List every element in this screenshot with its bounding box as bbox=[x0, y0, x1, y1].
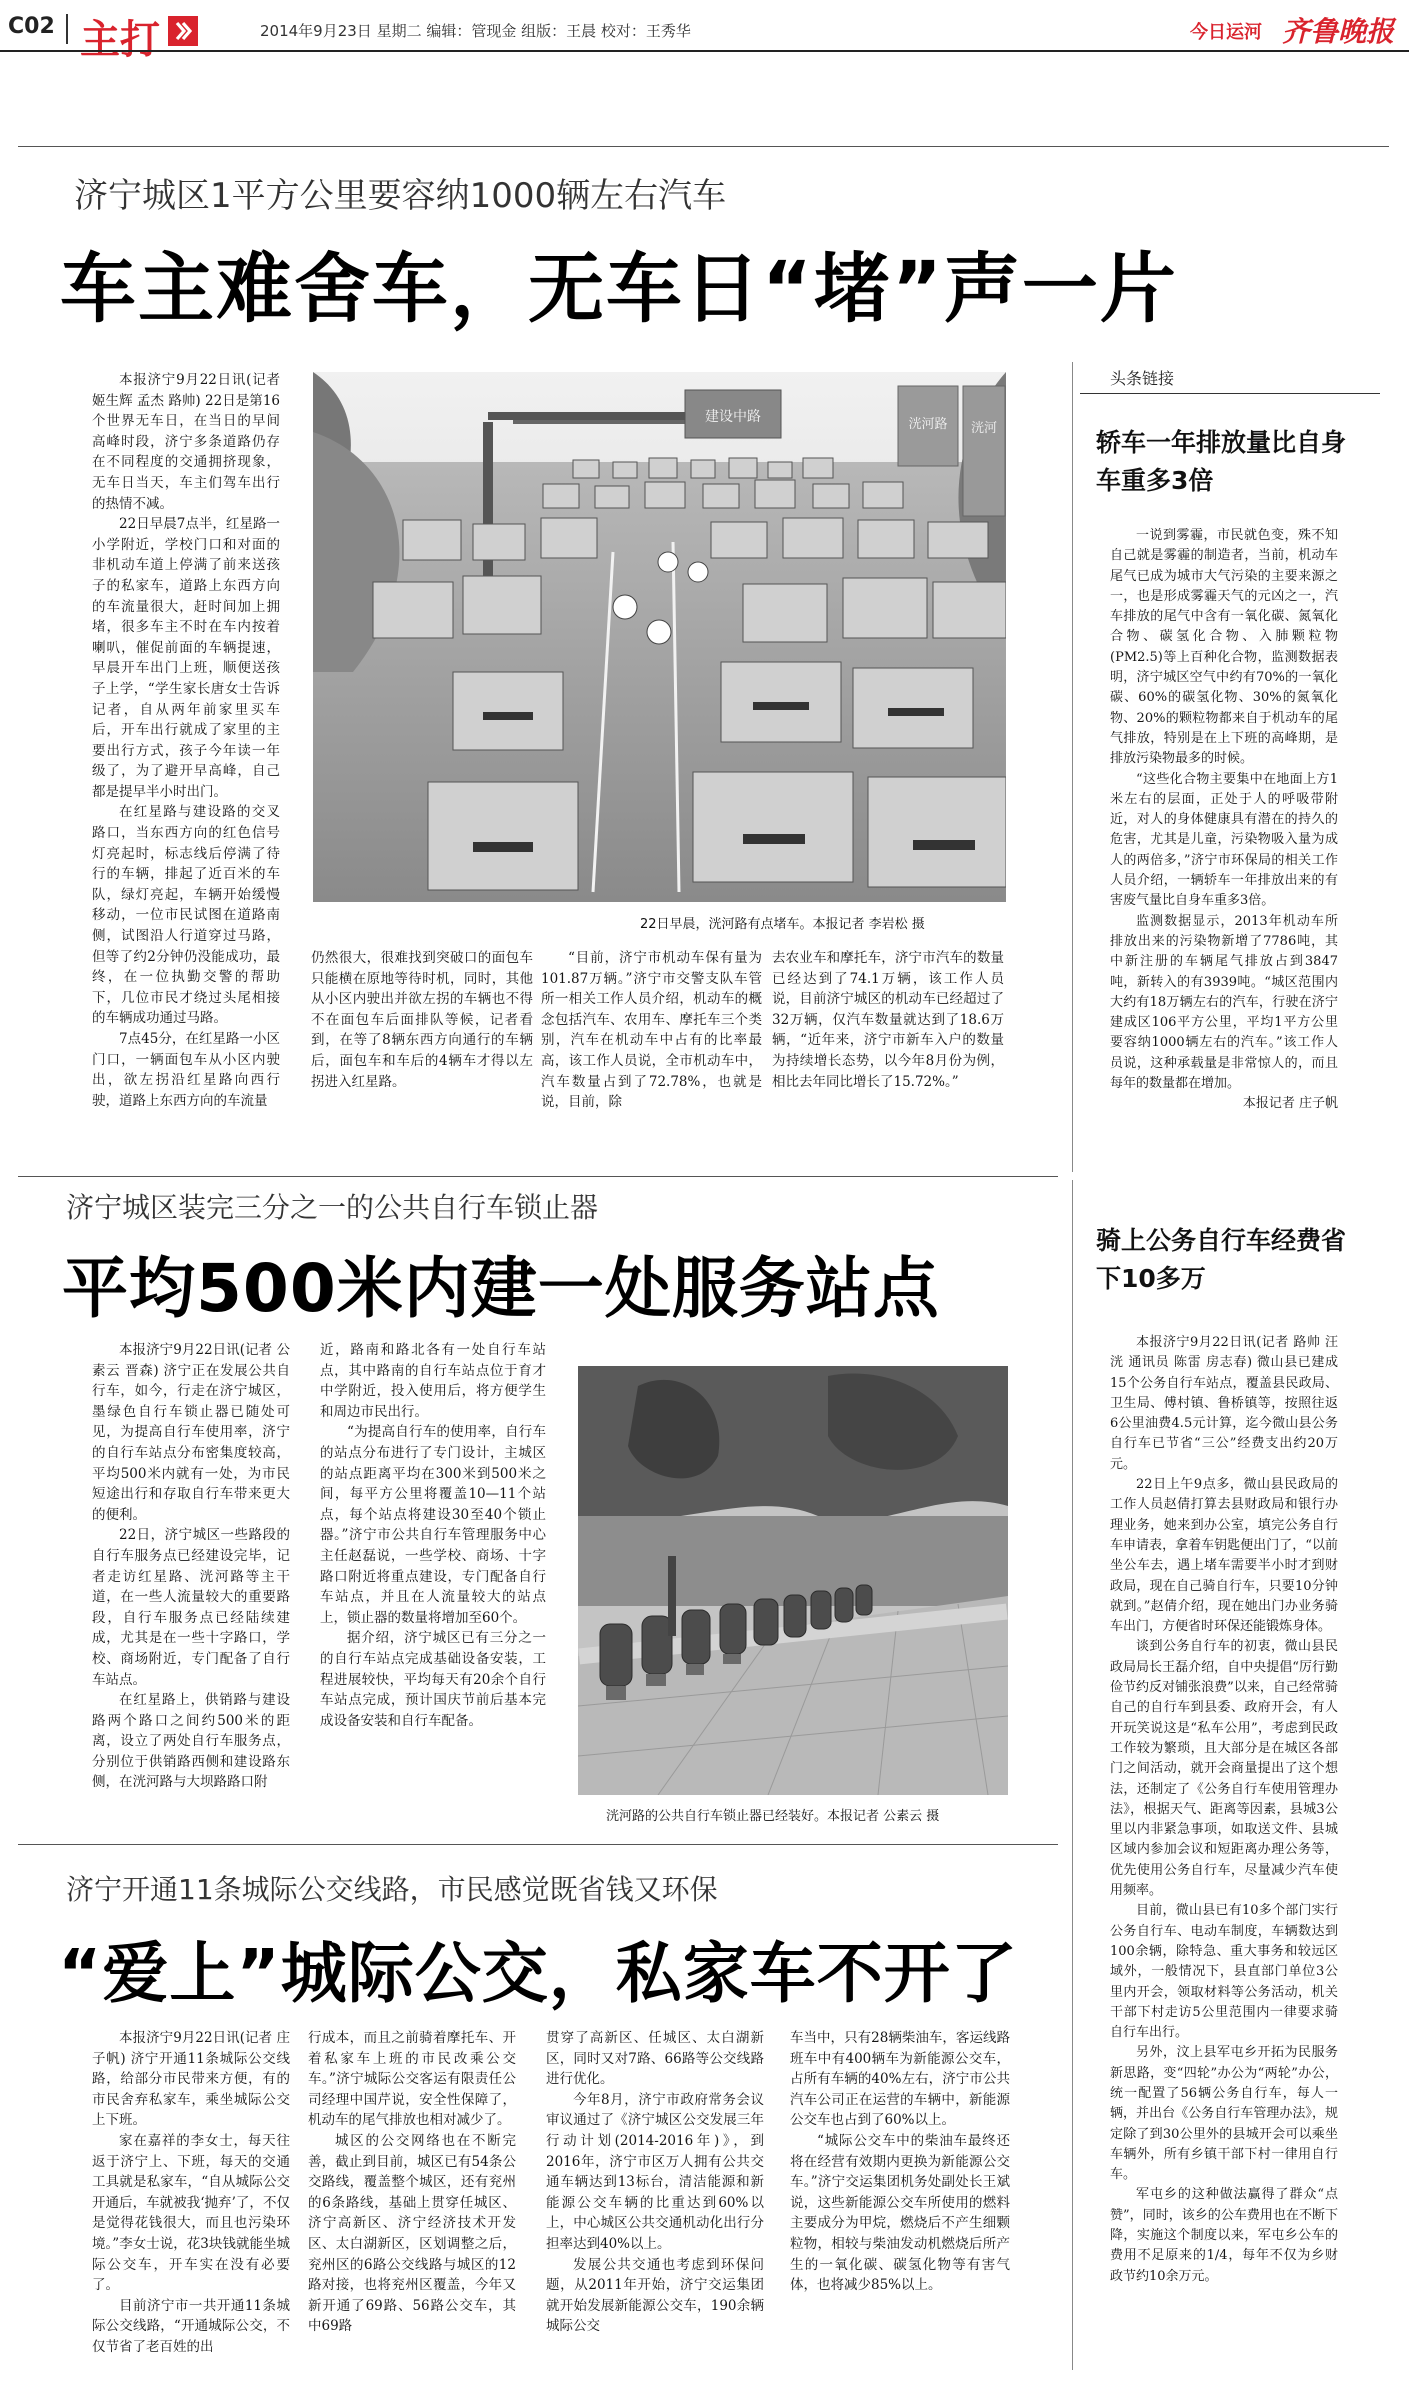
header-meta: 2014年9月23日 星期二 编辑：管现金 组版：王晨 校对：王秀华 bbox=[260, 22, 691, 40]
article2-photo bbox=[578, 1366, 1008, 1795]
sidebar1-title: 轿车一年排放量比自身车重多3倍 bbox=[1096, 428, 1347, 495]
article3-kicker: 济宁开通11条城际公交线路，市民感觉既省钱又环保 bbox=[66, 1873, 718, 1906]
article1-col1: 本报济宁9月22日讯(记者 姬生辉 孟杰 路帅) 22日是第16个世界无车日，在当日的早间高峰时段，济宁多条道路仍存在不同程度的交通拥挤现象，无车日当天，车主们驾车出行的热情不减。 22日早晨7点半，红星路一小学附近，学校门口和对面的非机动车道上停满了前来送孩子的私家车，道路上东西方向的车流量很大，赶时间加上拥堵，很多车主不时在车内按着喇叭，催促前面的车辆提速，早晨开车出门上班，顺便送孩子上学，“学生家长唐女士告诉记者，自从两年前家里买车后，开车出行就成了家里的主要出行方式，孩子今年读一年级了，为了避开早高峰，自己都是提早半小时出门。 在红星路与建设路的交叉路口，当东西方向的红色信号灯亮起时，标志线后停满了待行的车辆，排起了近百米的车队，绿灯亮起，车辆开始缓慢移动，一位市民试图在道路南侧，试图沿人行道穿过马路，但等了约2分钟仍没能成功，最终，在一位执勤交警的帮助下，几位市民才绕过头尾相接的车辆成功通过马路。 7点45分，在红星路一小区门口，一辆面包车从小区内驶出，欲左拐沿红星路向西行驶，道路上东西方向的车流量 bbox=[92, 372, 280, 1109]
article1-caption: 22日早晨，洸河路有点堵车。本报记者 李岩松 摄 bbox=[640, 917, 925, 932]
sidebar-divider bbox=[1072, 362, 1073, 1172]
article3-col4: 车当中，只有28辆柴油车，客运线路班车中有400辆车为新能源公交车，占所有车辆的40%左右，济宁市公共汽车公司正在运营的车辆中，新能源公交车也占到了60%以上。 “城际公交车中的柴油车最终还将在经营有效期内更换为新能源公交车。”济宁交运集团机务处副处长王斌说，这些新能源公交车所使用的燃料主要成分为甲烷，燃烧后不产生细颗粒物，相较与柴油发动机燃烧后所产生的一氧化碳、碳氢化物等有害气体，也将减少85%以上。 bbox=[790, 2030, 1010, 2294]
rule bbox=[18, 146, 1389, 147]
rule bbox=[18, 1844, 1058, 1845]
article3-col2: 行成本，而且之前骑着摩托车、开着私家车上班的市民改乘公交车。”济宁城际公交客运有限责任公司经理中国芹说，安全性保障了，机动车的尾气排放也相对减少了。 城区的公交网络也在不断完善，截止到目前，城区已有54条公交路线，覆盖整个城区，还有兖州的6条路线，基础上贯穿任城区、济宁高新区、济宁经济技术开发区、太白湖新区，区划调整之后，兖州区的6路公交线路与城区的12路对接，也将兖州区覆盖，今年又新开通了69路、56路公交车，其中69路 bbox=[308, 2030, 516, 2335]
section-title: 主打 bbox=[80, 17, 160, 63]
photo-sign-text: 洸河路 bbox=[908, 417, 948, 432]
article1-kicker: 济宁城区1平方公里要容纳1000辆左右汽车 bbox=[74, 176, 727, 216]
photo-sign-text: 洸河 bbox=[970, 421, 998, 436]
sidebar1-label-box bbox=[1080, 366, 1380, 394]
sidebar-divider bbox=[1072, 1180, 1073, 2370]
rule bbox=[18, 1176, 1058, 1177]
sidebar2-title: 骑上公务自行车经费省下10多万 bbox=[1096, 1226, 1347, 1293]
header-column-name: 今日运河 bbox=[1190, 22, 1262, 43]
article2-col2: 近，路南和路北各有一处自行车站点，其中路南的自行车站点位于育才中学附近，投入使用后，将方便学生和周边市民出行。 “为提高自行车的使用率，自行车的站点分布进行了专门设计，主城区的站点距离平均在300米到500米之间，每平方公里将覆盖10—11个站点，每个站点将建设30至40个锁止器。”济宁市公共自行车管理服务中心主任赵磊说，一些学校、商场、十字路口附近将重点建设，专门配备自行车站点，并且在人流量较大的站点上，锁止器的数量将增加至60个。 据介绍，济宁城区已有三分之一的自行车站点完成基础设备安装，工程进展较快，平均每天有20余个自行车站点完成，预计国庆节前后基本完成设备安装和自行车配备。 bbox=[320, 1342, 546, 1729]
article2-headline: 平均500米内建一处服务站点 bbox=[62, 1250, 940, 1327]
article1-headline: 车主难舍车，无车日“堵”声一片 bbox=[60, 244, 1178, 333]
article2-col1: 本报济宁9月22日讯(记者 公素云 晋森) 济宁正在发展公共自行车，如今，行走在济宁城区，墨绿色自行车锁止器已随处可见，为提高自行车使用率，济宁的自行车站点分布密集度较高，平均500米内就有一处，为市民短途出行和存取自行车带来更大的便利。 22日，济宁城区一些路段的自行车服务点已经建设完毕，记者走访红星路、洸河路等主干道，在一些人流量较大的重要路段，自行车服务点已经陆续建成，尤其是在一些十字路口，学校、商场附近，专门配备了自行车站点。 在红星路上，供销路与建设路两个路口之间约500米的距离，设立了两处自行车服务点，分别位于供销路西侧和建设路东侧，在洸河路与大坝路路口附 bbox=[92, 1342, 290, 1791]
article3-headline: “爱上”城际公交，私家车不开了 bbox=[58, 1935, 1018, 2012]
article1-col4: 去农业车和摩托车，济宁市汽车的数量已经达到了74.1万辆，该工作人员说，目前济宁城区的机动车已经超过了32万辆，仅汽车数量就达到了18.6万辆，“近年来，济宁市新车入户的数量为持续增长态势，以今年8月份为例，相比去年同比增长了15.72%。” bbox=[772, 950, 1004, 1090]
article3-col3: 贯穿了高新区、任城区、太白湖新区，同时又对7路、66路等公交线路进行优化。 今年8月，济宁市政府常务会议审议通过了《济宁城区公交发展三年行动计划(2014-2016年)》，到2016年，济宁市区万人拥有公共交通车辆达到13标台，清洁能源和新能源公交车辆的比重达到60%以上，中心城区公共交通机动化出行分担率达到40%以上。 发展公共交通也考虑到环保问题，从2011年开始，济宁交运集团就开始发展新能源公交车，190余辆城际公交 bbox=[546, 2030, 764, 2335]
article1-photo bbox=[313, 372, 1006, 902]
article2-kicker: 济宁城区装完三分之一的公共自行车锁止器 bbox=[66, 1191, 599, 1224]
section-arrow-icon bbox=[168, 16, 198, 46]
article1-col2: 仍然很大，很难找到突破口的面包车只能横在原地等待时机，同时，其他从小区内驶出并欲左拐的车辆也不得不在面包车后面排队等候，记者看到，在等了8辆东西方向通行的车辆后，面包车和车后的4辆车才得以左拐进入红星路。 bbox=[311, 950, 533, 1090]
sidebar1-label: 头条链接 bbox=[1110, 369, 1175, 388]
paper-logo: 齐鲁晚报 bbox=[1282, 15, 1395, 48]
article3-col1: 本报济宁9月22日讯(记者 庄子帆) 济宁开通11条城际公交线路，给部分市民带来方便，有的市民舍弃私家车，乘坐城际公交上下班。 家在嘉祥的李女士，每天往返于济宁上、下班，每天的交通工具就是私家车，“自从城际公交开通后，车就被我‘抛弃’了，不仅是觉得花钱很大，而且也污染环境。”李女士说，花3块钱就能坐城际公交车，开车实在没有必要了。 目前济宁市一共开通11条城际公交线路，“开通城际公交，不仅节省了老百姓的出 bbox=[92, 2030, 290, 2355]
photo-sign-text: 建设中路 bbox=[705, 409, 761, 425]
page-number: C02 bbox=[8, 14, 55, 39]
sidebar2-body: 本报济宁9月22日讯(记者 路帅 汪洸 通讯员 陈雷 房志春) 微山县已建成15个公务自行车站点，覆盖县民政局、卫生局、傅村镇、鲁桥镇等，按照往返6公里油费4.5元计算，迄今微山县公务自行车已节省“三公”经费支出约20万元。 22日上午9点多，微山县民政局的工作人员赵倩打算去县财政局和银行办理业务，她来到办公室，填完公务自行车申请表，拿着车钥匙便出门了，“以前坐公车去，遇上堵车需要半小时才到财政局，现在自己骑自行车，只要10分钟就到。”赵倩介绍，现在她出门办业务骑车出门，方便省时环保还能锻炼身体。 谈到公务自行车的初衷，微山县民政局局长王磊介绍，自中央提倡“厉行勤俭节约反对铺张浪费”以来，自己经常骑自己的自行车到县委、政府开会，有人开玩笑说这是“私车公用”，考虑到民政工作较为繁琐，且大部分是在城区各部门之间活动，就开会商量提出了这个想法，还制定了《公务自行车使用管理办法》，根据天气、距离等因素，县城3公里以内非紧急事项，如取送文件、县城区域内参加会议和短距离办理公务等，优先使用公务自行车，尽量减少汽车使用频率。 目前，微山县已有10多个部门实行公务自行车、电动车制度，车辆数达到100余辆，除特急、重大事务和较远区域外，一般情况下，县直部门单位3公里内开会，领取材料等公务活动，机关干部下村走访5公里范围内一律要求骑自行车出行。 另外，汶上县军屯乡开拓为民服务新思路，变“四轮”办公为“两轮”办公，统一配置了56辆公务自行车，每人一辆，并出台《公务自行车管理办法》，规定除了到30公里外的县城开会可以乘坐车辆外，所有乡镇干部下村一律用自行车。 军屯乡的这种做法赢得了群众“点赞”，同时，该乡的公车费用也在不断下降，实施这个制度以来，军屯乡公车的费用不足原来的1/4，每年不仅为乡财政节约10余万元。 bbox=[1110, 1335, 1338, 2284]
article2-caption: 洸河路的公共自行车锁止器已经装好。本报记者 公素云 摄 bbox=[606, 1809, 940, 1824]
page-number-divider bbox=[66, 14, 68, 44]
sidebar1-body: 一说到雾霾，市民就色变，殊不知自己就是雾霾的制造者，当前，机动车尾气已成为城市大气污染的主要来源之一，也是形成雾霾天气的元凶之一，汽车排放的尾气中含有一氧化碳、氮氧化合物、碳氢化合物、入肺颗粒物(PM2.5)等上百种化合物，监测数据表明，济宁城区空气中约有70%的一氧化碳、60%的碳氢化物、30%的氮氧化物、20%的颗粒物都来自于机动车的尾气排放，特别是在上下班的高峰期，是排放污染物最多的时候。 “这些化合物主要集中在地面上方1米左右的层面，正处于人的呼吸带附近，对人的身体健康具有潜在的持久的危害，尤其是儿童，污染物吸入量为成人的两倍多，”济宁市环保局的相关工作人员介绍，一辆轿车一年排放出来的有害废气量比自身车重多3倍。 监测数据显示，2013年机动车所排放出来的污染物新增了7786吨，其中新注册的车辆尾气排放占到3847吨，新转入的有3939吨。“城区范围内大约有18万辆左右的汽车，行驶在济宁建成区106平方公里，平均1平方公里要容纳1000辆左右的汽车。”该工作人员说，这种承载量是非常惊人的，而且每年的数量都在增加。 本报记者 庄子帆 bbox=[1110, 528, 1338, 1112]
header-rule bbox=[0, 50, 1409, 52]
article1-col3: “目前，济宁市机动车保有量为101.87万辆。”济宁市交警支队车管所一相关工作人员介绍，机动车的概念包括汽车、农用车、摩托车三个类别，汽车在机动车中占有的比率最高，该工作人员说，全市机动车中，汽车数量占到了72.78%，也就是说，目前，除 bbox=[541, 950, 762, 1111]
